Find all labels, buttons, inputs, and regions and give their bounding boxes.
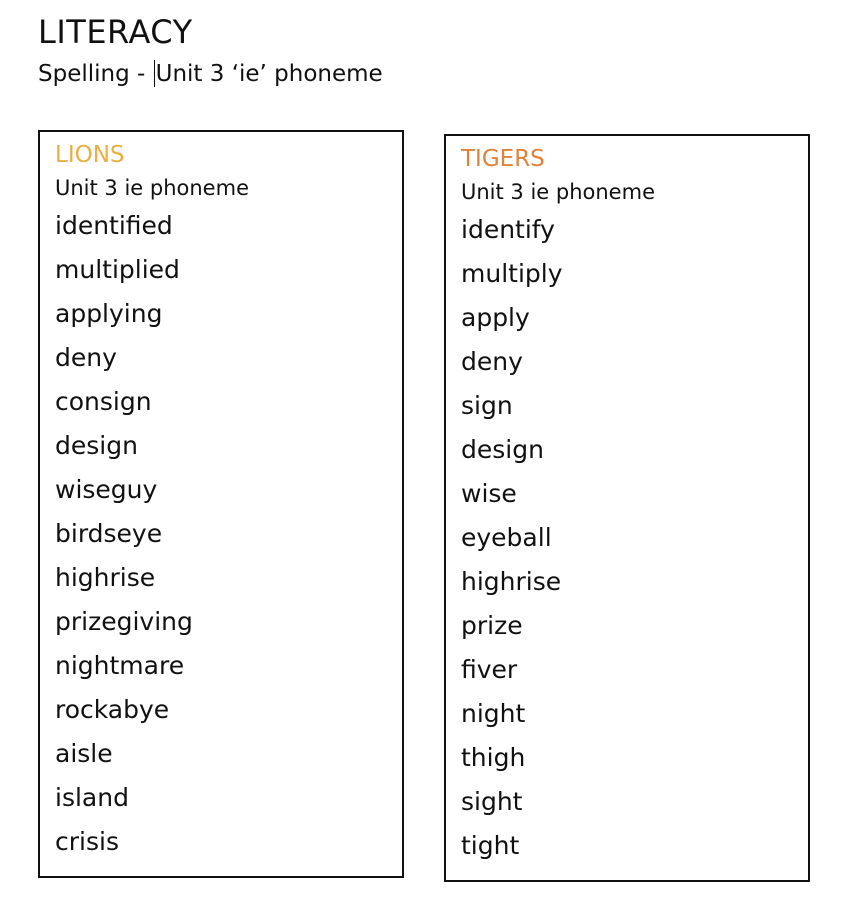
subtitle-unit: Unit 3 ‘ie’ phoneme: [155, 61, 383, 87]
spelling-word: identify: [461, 215, 555, 244]
tigers-word-list: [461, 208, 798, 868]
spelling-word: aisle: [55, 739, 113, 768]
spelling-word: nightmare: [55, 651, 185, 680]
spelling-word: wise: [461, 479, 517, 508]
spelling-word: birdseye: [55, 519, 163, 548]
spelling-word: rockabye: [55, 695, 170, 724]
spelling-word: design: [461, 435, 544, 464]
tigers-spelling-box: [444, 134, 810, 882]
lions-spelling-box: [38, 130, 404, 878]
tigers-group-name: TIGERS: [461, 146, 545, 172]
spelling-word: deny: [55, 343, 117, 372]
spelling-word: highrise: [461, 567, 562, 596]
tigers-unit-heading: Unit 3 ie phoneme: [461, 180, 655, 204]
spelling-word: thigh: [461, 743, 526, 772]
lions-unit-heading: Unit 3 ie phoneme: [55, 176, 249, 200]
spelling-word: highrise: [55, 563, 156, 592]
lions-word-list: [55, 204, 392, 864]
spelling-word: consign: [55, 387, 152, 416]
spelling-word: prizegiving: [55, 607, 193, 636]
spelling-word: applying: [55, 299, 163, 328]
spelling-word: deny: [461, 347, 523, 376]
spelling-word: tight: [461, 831, 520, 860]
spelling-word: design: [55, 431, 138, 460]
subtitle-prefix: Spelling -: [38, 61, 153, 87]
spelling-word: sign: [461, 391, 513, 420]
spelling-word: fiver: [461, 655, 518, 684]
text-cursor: [154, 60, 155, 87]
spelling-word: multiplied: [55, 255, 180, 284]
spelling-word: prize: [461, 611, 523, 640]
lions-group-name: LIONS: [55, 142, 125, 168]
spelling-word: eyeball: [461, 523, 552, 552]
spelling-word: wiseguy: [55, 475, 158, 504]
page-subtitle: [38, 57, 383, 91]
spelling-word: apply: [461, 303, 530, 332]
page-title: LITERACY: [38, 13, 193, 51]
spelling-word: multiply: [461, 259, 563, 288]
spelling-word: sight: [461, 787, 523, 816]
spelling-word: crisis: [55, 827, 119, 856]
spelling-word: night: [461, 699, 526, 728]
spelling-word: island: [55, 783, 129, 812]
spelling-word: identified: [55, 211, 173, 240]
